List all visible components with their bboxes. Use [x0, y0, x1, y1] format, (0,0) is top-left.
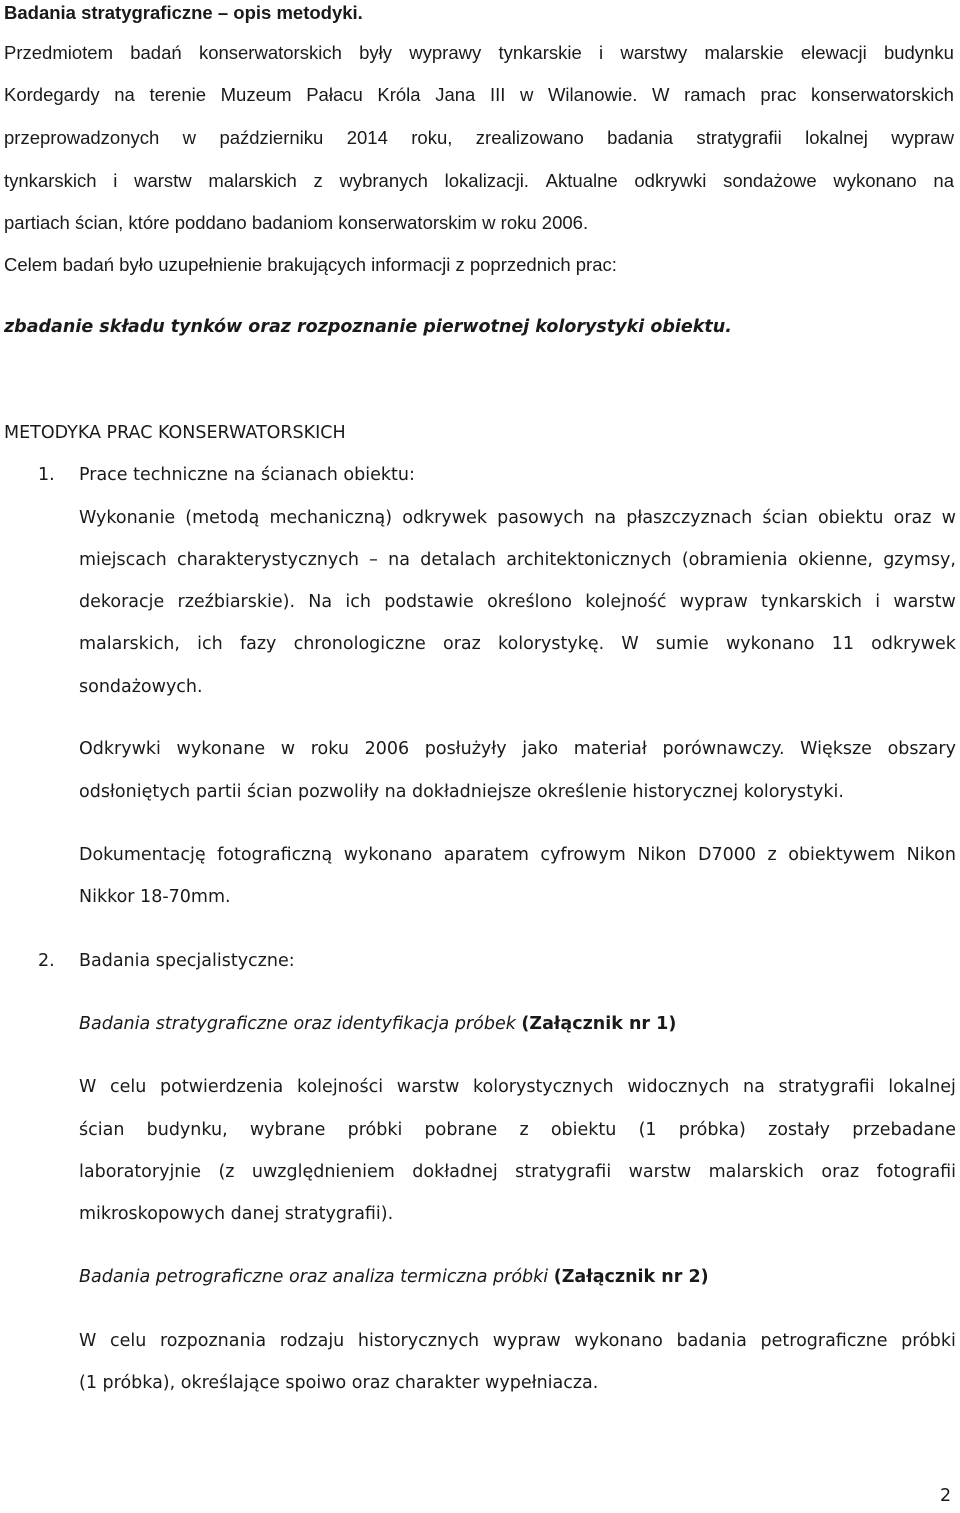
word: badania: [607, 127, 673, 148]
word: próbki: [901, 1331, 956, 1351]
word: celu: [109, 1331, 147, 1351]
word: (obramienia: [681, 550, 788, 570]
intro-line: [4, 42, 954, 64]
word: próbki: [347, 1120, 403, 1140]
word: na: [933, 170, 954, 191]
word: widocznych: [627, 1077, 730, 1097]
word: kolorystycznych: [472, 1077, 614, 1097]
word: wyprawy: [409, 42, 482, 63]
subsection-2-title: Badania petrograficzne oraz analiza termiczna próbki: [79, 1267, 554, 1287]
word: ścian: [79, 1120, 125, 1140]
research-goal: zbadanie składu tynków oraz rozpoznanie pierwotnej kolorystyki obiektu.: [4, 317, 732, 337]
word: III: [489, 84, 506, 105]
word: jako: [522, 739, 559, 759]
word: warstw: [396, 1077, 460, 1097]
section-1-paragraph-line: [79, 508, 956, 528]
word: posłużyły: [424, 739, 507, 759]
word: elewacji: [800, 42, 867, 63]
word: i: [113, 170, 118, 191]
word: budynku,: [146, 1120, 228, 1140]
word: wykonano: [574, 1331, 663, 1351]
word: lokalnej: [805, 127, 868, 148]
intro-line: [4, 170, 954, 192]
word: zostały: [768, 1120, 831, 1140]
word: D7000: [698, 845, 757, 865]
word: cyfrowym: [540, 845, 626, 865]
word: odkrywek: [871, 634, 956, 654]
word: W: [652, 84, 670, 105]
word: kolejności: [296, 1077, 384, 1097]
section-1-heading: Prace techniczne na ścianach obiektu:: [79, 465, 415, 485]
word: okienne,: [797, 550, 873, 570]
word: dekoracje: [79, 592, 165, 612]
word: lokalnej: [888, 1077, 956, 1097]
word: wypraw: [492, 1331, 561, 1351]
document-title: Badania stratygraficzne – opis metodyki.: [4, 2, 363, 23]
subsection-1-paragraph-line: mikroskopowych danej stratygrafii).: [79, 1204, 394, 1224]
word: ścian: [762, 508, 808, 528]
section-1-paragraph-line: sondażowych.: [79, 677, 203, 697]
word: oraz: [893, 508, 932, 528]
word: wypraw: [891, 127, 954, 148]
word: roku,: [411, 127, 453, 148]
subsection-1-paragraph-line: [79, 1077, 956, 1097]
word: warstwy: [620, 42, 688, 63]
section-1-paragraph-line: odsłoniętych partii ścian pozwoliły na dokładniejsze określenie historycznej kolorystyki.: [79, 782, 844, 802]
word: budynku: [883, 42, 954, 63]
word: rzeźbiarskie).: [177, 592, 296, 612]
word: na: [594, 508, 617, 528]
section-1-paragraph-line: [79, 634, 956, 654]
word: określono: [487, 592, 572, 612]
word: oraz: [443, 634, 481, 654]
section-1-paragraph-line: [79, 739, 956, 759]
word: wykonane: [176, 739, 266, 759]
word: Dokumentację: [79, 845, 206, 865]
intro-line: [4, 127, 954, 149]
word: były: [359, 42, 393, 63]
word: Aktualne: [545, 170, 618, 191]
word: (z: [218, 1162, 235, 1182]
word: zrealizowano: [475, 127, 584, 148]
subsection-1-paragraph-line: [79, 1120, 956, 1140]
word: warstw: [893, 592, 956, 612]
word: w: [519, 84, 534, 105]
word: badania: [676, 1331, 747, 1351]
intro-line: partiach ścian, które poddano badaniom konserwatorskim w roku 2006.: [4, 212, 589, 233]
page-number: 2: [940, 1486, 952, 1506]
word: miejscach: [79, 550, 167, 570]
intro-line: Celem badań było uzupełnienie brakujących informacji z poprzednich prac:: [4, 254, 617, 275]
intro-line: [4, 84, 954, 106]
word: W: [79, 1077, 97, 1097]
section-1-paragraph-line: Nikkor 18-70mm.: [79, 887, 231, 907]
word: warstw: [134, 170, 192, 191]
word: porównawczy.: [662, 739, 785, 759]
word: wykonano: [725, 634, 815, 654]
word: Króla: [377, 84, 421, 105]
word: malarskich: [708, 1162, 804, 1182]
word: i: [875, 592, 881, 612]
word: wybrane: [249, 1120, 326, 1140]
subsection-1-attachment-ref: (Załącznik nr 1): [521, 1014, 677, 1034]
word: charakterystycznych: [176, 550, 359, 570]
word: malarskich,: [79, 634, 180, 654]
word: 2006: [364, 739, 410, 759]
word: Nikon: [637, 845, 687, 865]
word: W: [79, 1331, 97, 1351]
word: pobrane: [424, 1120, 498, 1140]
word: obszary: [887, 739, 956, 759]
word: Wykonanie: [79, 508, 176, 528]
word: konserwatorskich: [198, 42, 342, 63]
word: w: [182, 127, 197, 148]
word: 2014: [346, 127, 388, 148]
word: Pałacu: [306, 84, 363, 105]
word: Odkrywki: [79, 739, 161, 759]
section-2-number: 2.: [38, 951, 55, 971]
word: pasowych: [497, 508, 585, 528]
subsection-1-heading: [79, 1014, 676, 1034]
word: oraz: [821, 1162, 860, 1182]
word: na: [114, 84, 135, 105]
word: fazy: [239, 634, 277, 654]
word: ich: [197, 634, 223, 654]
word: lokalizacji.: [444, 170, 529, 191]
word: badań: [130, 42, 182, 63]
word: kolorystykę.: [498, 634, 605, 654]
word: kolejność: [585, 592, 667, 612]
word: aparatem: [443, 845, 529, 865]
section-1-number: 1.: [38, 465, 55, 485]
word: obiektywem: [788, 845, 896, 865]
word: petrograficzne: [760, 1331, 888, 1351]
word: celu: [110, 1077, 147, 1097]
word: W: [621, 634, 639, 654]
subsection-2-paragraph-line: [79, 1331, 956, 1351]
word: przebadane: [852, 1120, 956, 1140]
methodology-heading: METODYKA PRAC KONSERWATORSKICH: [4, 423, 346, 443]
word: ich: [345, 592, 371, 612]
word: stratygrafii: [696, 127, 782, 148]
word: konserwatorskich: [811, 84, 954, 105]
word: sondażowe: [723, 170, 817, 191]
word: stratygrafii: [515, 1162, 612, 1182]
word: tynkarskie: [498, 42, 582, 63]
word: (1: [638, 1120, 657, 1140]
word: w: [280, 739, 296, 759]
word: warstw: [628, 1162, 692, 1182]
subsection-2-heading: [79, 1267, 709, 1287]
word: malarskie: [704, 42, 784, 63]
section-2-heading: Badania specjalistyczne:: [79, 951, 295, 971]
word: potwierdzenia: [160, 1077, 284, 1097]
word: malarskich: [208, 170, 297, 191]
word: rozpoznania: [159, 1331, 267, 1351]
word: rodzaju: [279, 1331, 345, 1351]
word: odkrywek: [402, 508, 487, 528]
word: uwzględnieniem: [251, 1162, 395, 1182]
word: i: [599, 42, 604, 63]
word: Przedmiotem: [4, 42, 113, 63]
word: Wilanowie.: [547, 84, 638, 105]
word: prac: [760, 84, 797, 105]
word: z: [313, 170, 323, 191]
word: ramach: [684, 84, 746, 105]
section-1-paragraph-line: [79, 592, 956, 612]
word: roku: [310, 739, 349, 759]
subsection-2-paragraph-line: (1 próbka), określające spoiwo oraz charakter wypełniacza.: [79, 1373, 599, 1393]
word: obiektu: [817, 508, 884, 528]
word: fotograficzną: [217, 845, 333, 865]
word: stratygrafii: [778, 1077, 875, 1097]
word: wykonano: [833, 170, 917, 191]
word: podstawie: [384, 592, 474, 612]
word: Jana: [435, 84, 476, 105]
section-1-paragraph-line: [79, 550, 956, 570]
word: terenie: [149, 84, 207, 105]
word: detalach: [420, 550, 496, 570]
word: 11: [831, 634, 854, 654]
word: październiku: [219, 127, 324, 148]
word: płaszczyznach: [626, 508, 753, 528]
word: historycznych: [357, 1331, 480, 1351]
word: odkrywki: [634, 170, 707, 191]
word: wypraw: [679, 592, 748, 612]
word: tynkarskich: [4, 170, 97, 191]
word: Nikon: [906, 845, 956, 865]
word: architektonicznych: [506, 550, 672, 570]
word: materiał: [573, 739, 647, 759]
word: gzymsy,: [883, 550, 956, 570]
word: Kordegardy: [4, 84, 100, 105]
word: mechaniczną): [269, 508, 393, 528]
word: w: [941, 508, 956, 528]
word: na: [742, 1077, 765, 1097]
subsection-2-attachment-ref: (Załącznik nr 2): [553, 1267, 709, 1287]
word: tynkarskich: [761, 592, 862, 612]
word: obiektu: [550, 1120, 617, 1140]
section-1-paragraph-line: [79, 845, 956, 865]
word: –: [369, 550, 378, 570]
word: (metodą: [185, 508, 260, 528]
word: fotografii: [876, 1162, 956, 1182]
word: próbka): [678, 1120, 746, 1140]
word: dokładnej: [412, 1162, 498, 1182]
word: Większe: [800, 739, 872, 759]
word: przeprowadzonych: [4, 127, 160, 148]
word: sumie: [655, 634, 709, 654]
word: laboratoryjnie: [79, 1162, 202, 1182]
word: Na: [308, 592, 333, 612]
word: z: [767, 845, 777, 865]
subsection-1-title: Badania stratygraficzne oraz identyfikacja próbek: [79, 1014, 522, 1034]
word: na: [388, 550, 410, 570]
word: chronologiczne: [293, 634, 426, 654]
word: z: [519, 1120, 529, 1140]
word: Muzeum: [220, 84, 292, 105]
word: wybranych: [339, 170, 428, 191]
subsection-1-paragraph-line: [79, 1162, 956, 1182]
word: wykonano: [343, 845, 433, 865]
